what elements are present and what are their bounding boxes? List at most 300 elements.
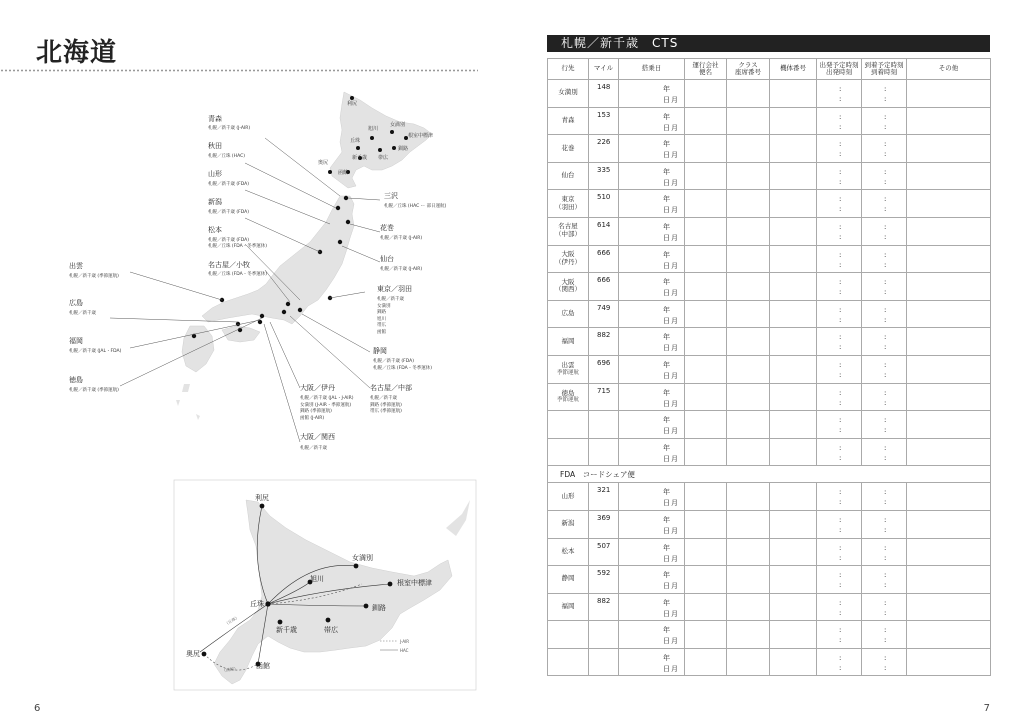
arrival-time-cell[interactable] <box>862 566 907 594</box>
departure-time-cell[interactable] <box>817 107 862 135</box>
route-detail-tokyo-haneda: 札幌／新千歳 女満別 釧路 旭川 帯広 函館 <box>377 297 404 335</box>
time-separator: : <box>884 222 887 231</box>
aircraft-number-cell[interactable] <box>770 162 817 190</box>
column-header: クラス 座席番号 <box>727 59 770 80</box>
departure-time-cell[interactable] <box>817 483 862 511</box>
boarding-date-cell[interactable] <box>619 411 685 439</box>
time-separator: : <box>839 626 842 635</box>
section-header: 札幌／新千歳 CTS <box>547 35 990 52</box>
notes-cell[interactable] <box>907 648 991 676</box>
destination-cell <box>548 566 589 594</box>
time-separator: : <box>839 571 842 580</box>
carrier-flight-cell[interactable] <box>685 162 727 190</box>
notes-cell[interactable] <box>907 273 991 301</box>
departure-time-cell[interactable] <box>817 300 862 328</box>
departure-time-cell[interactable] <box>817 510 862 538</box>
class-seat-cell[interactable] <box>727 411 770 439</box>
departure-time-cell[interactable] <box>817 80 862 108</box>
mileage-value: 226 <box>597 138 611 147</box>
time-separator: : <box>839 398 842 407</box>
time-separator: : <box>884 305 887 314</box>
class-seat-cell[interactable] <box>727 538 770 566</box>
boarding-date-cell[interactable] <box>619 162 685 190</box>
date-year-label: 年 <box>663 488 670 497</box>
date-year-label: 年 <box>663 543 670 552</box>
aircraft-number-cell[interactable] <box>770 273 817 301</box>
route-label-misawa: 三沢 <box>384 192 398 200</box>
class-seat-cell[interactable] <box>727 566 770 594</box>
carrier-flight-cell[interactable] <box>685 107 727 135</box>
notes-cell[interactable] <box>907 162 991 190</box>
class-seat-cell[interactable] <box>727 135 770 163</box>
column-header: 出発予定時刻 出発時刻 <box>817 59 862 80</box>
aircraft-number-cell[interactable] <box>770 300 817 328</box>
route-detail-osaka-kansai: 札幌／新千歳 <box>300 446 327 451</box>
map-label-obihiro: 帯広 <box>378 155 389 161</box>
time-separator: : <box>839 140 842 149</box>
route-label-izumo: 出雲 <box>69 262 83 270</box>
date-year-label: 年 <box>663 333 670 342</box>
carrier-flight-cell[interactable] <box>685 190 727 218</box>
boarding-date-cell[interactable] <box>619 328 685 356</box>
notes-cell[interactable] <box>907 510 991 538</box>
arrival-time-cell[interactable] <box>862 648 907 676</box>
boarding-date-cell[interactable] <box>619 648 685 676</box>
time-separator: : <box>884 315 887 324</box>
inset-label-obihiro: 帯広 <box>324 626 338 634</box>
notes-cell[interactable] <box>907 438 991 466</box>
aircraft-number-cell[interactable] <box>770 383 817 411</box>
boarding-date-cell[interactable] <box>619 80 685 108</box>
inset-note-hakodate: （函館） <box>221 665 239 674</box>
inset-legend-hac: HAC <box>400 648 409 653</box>
inset-note-okadama: （丘珠） <box>223 614 240 627</box>
date-month-label: 月 <box>671 233 678 242</box>
destination-cell <box>548 328 589 356</box>
class-seat-cell[interactable] <box>727 621 770 649</box>
notes-cell[interactable] <box>907 328 991 356</box>
mileage-cell <box>589 107 619 135</box>
time-separator: : <box>884 543 887 552</box>
notes-cell[interactable] <box>907 107 991 135</box>
route-detail-izumo: 札幌／新千歳 (季節運航) <box>69 274 119 279</box>
boarding-date-cell[interactable] <box>619 300 685 328</box>
time-separator: : <box>884 343 887 352</box>
mileage-value: 882 <box>597 596 611 605</box>
time-separator: : <box>839 663 842 672</box>
arrival-time-cell[interactable] <box>862 483 907 511</box>
time-separator: : <box>839 305 842 314</box>
aircraft-number-cell[interactable] <box>770 328 817 356</box>
class-seat-cell[interactable] <box>727 162 770 190</box>
route-detail-yamagata: 札幌／新千歳 (FDA) <box>208 182 249 187</box>
date-month-label: 月 <box>671 261 678 270</box>
aircraft-number-cell[interactable] <box>770 190 817 218</box>
time-separator: : <box>884 260 887 269</box>
destination-name: 花巻 <box>561 143 575 152</box>
page-number: 7 <box>983 703 990 714</box>
class-seat-cell[interactable] <box>727 300 770 328</box>
class-seat-cell[interactable] <box>727 107 770 135</box>
destination-name: 仙台 <box>561 171 575 180</box>
aircraft-number-cell[interactable] <box>770 566 817 594</box>
carrier-flight-cell[interactable] <box>685 300 727 328</box>
aircraft-number-cell[interactable] <box>770 355 817 383</box>
time-separator: : <box>884 653 887 662</box>
notes-cell[interactable] <box>907 300 991 328</box>
departure-time-cell[interactable] <box>817 273 862 301</box>
map-label-nakashibetsu: 根室中標津 <box>408 133 434 139</box>
mileage-cell <box>589 538 619 566</box>
arrival-time-cell[interactable] <box>862 621 907 649</box>
time-separator: : <box>839 333 842 342</box>
class-seat-cell[interactable] <box>727 80 770 108</box>
right-page <box>512 0 1024 726</box>
inset-label-okadama: 丘珠 <box>250 600 264 608</box>
aircraft-number-cell[interactable] <box>770 621 817 649</box>
arrival-time-cell[interactable] <box>862 162 907 190</box>
destination-name: 徳島 <box>561 388 575 397</box>
destination-name: 出雲 <box>561 361 575 370</box>
table-row <box>548 483 991 511</box>
boarding-date-cell[interactable] <box>619 190 685 218</box>
arrival-time-cell[interactable] <box>862 135 907 163</box>
class-seat-cell[interactable] <box>727 483 770 511</box>
inset-label-asahikawa: 旭川 <box>310 575 324 583</box>
destination-cell <box>548 621 589 649</box>
mileage-cell <box>589 245 619 273</box>
boarding-date-cell[interactable] <box>619 245 685 273</box>
aircraft-number-cell[interactable] <box>770 648 817 676</box>
time-separator: : <box>839 608 842 617</box>
destination-cell <box>548 190 589 218</box>
destination-name: 山形 <box>561 491 575 500</box>
table-row <box>548 355 991 383</box>
destination-name: 福岡 <box>561 602 575 611</box>
destination-cell <box>548 438 589 466</box>
class-seat-cell[interactable] <box>727 217 770 245</box>
arrival-time-cell[interactable] <box>862 383 907 411</box>
departure-time-cell[interactable] <box>817 162 862 190</box>
date-day-label: 日 <box>663 499 670 508</box>
mileage-cell <box>589 273 619 301</box>
arrival-time-cell[interactable] <box>862 355 907 383</box>
date-month-label: 月 <box>671 96 678 104</box>
date-month-label: 月 <box>671 178 678 187</box>
boarding-date-cell[interactable] <box>619 510 685 538</box>
time-separator: : <box>839 315 842 324</box>
time-separator: : <box>839 636 842 645</box>
time-separator: : <box>884 416 887 425</box>
mileage-value: 666 <box>597 276 611 285</box>
mileage-cell <box>589 300 619 328</box>
route-detail-aomori: 札幌／新千歳 (J-AIR) <box>208 126 251 131</box>
date-month-label: 月 <box>671 151 678 160</box>
carrier-flight-cell[interactable] <box>685 438 727 466</box>
boarding-date-cell[interactable] <box>619 273 685 301</box>
departure-time-cell[interactable] <box>817 621 862 649</box>
destination-name: 青森 <box>561 115 575 124</box>
class-seat-cell[interactable] <box>727 190 770 218</box>
inset-label-memanbetsu: 女満別 <box>352 554 373 562</box>
departure-time-cell[interactable] <box>817 328 862 356</box>
departure-time-cell[interactable] <box>817 538 862 566</box>
table-row <box>548 190 991 218</box>
boarding-date-cell[interactable] <box>619 438 685 466</box>
time-separator: : <box>839 453 842 462</box>
kyushu-shape <box>182 326 214 372</box>
route-label-fukuoka: 福岡 <box>69 337 83 345</box>
boarding-date-cell[interactable] <box>619 383 685 411</box>
departure-time-cell[interactable] <box>817 245 862 273</box>
class-seat-cell[interactable] <box>727 510 770 538</box>
destination-name: 新潟 <box>561 519 575 528</box>
destination-cell <box>548 510 589 538</box>
date-year-label: 年 <box>663 571 670 580</box>
route-label-nagoya-komaki: 名古屋／小牧 <box>208 261 250 269</box>
arrival-time-cell[interactable] <box>862 300 907 328</box>
date-year-label: 年 <box>663 85 670 93</box>
time-separator: : <box>839 85 842 93</box>
mileage-cell <box>589 566 619 594</box>
date-day-label: 日 <box>663 344 670 353</box>
boarding-date-cell[interactable] <box>619 621 685 649</box>
notes-cell[interactable] <box>907 593 991 621</box>
route-detail-hiroshima: 札幌／新千歳 <box>69 311 96 316</box>
map-label-kushiro: 釧路 <box>398 146 409 152</box>
arrival-time-cell[interactable] <box>862 217 907 245</box>
aircraft-number-cell[interactable] <box>770 80 817 108</box>
time-separator: : <box>839 553 842 562</box>
boarding-date-cell[interactable] <box>619 217 685 245</box>
arrival-time-cell[interactable] <box>862 510 907 538</box>
time-separator: : <box>884 426 887 435</box>
date-month-label: 月 <box>671 344 678 353</box>
route-detail-hanamaki: 札幌／新千歳 (J-AIR) <box>380 236 423 241</box>
time-separator: : <box>884 598 887 607</box>
route-detail-akita: 札幌／丘珠 (HAC) <box>208 154 245 159</box>
mileage-cell <box>589 190 619 218</box>
carrier-flight-cell[interactable] <box>685 538 727 566</box>
mileage-value: 666 <box>597 248 611 257</box>
carrier-flight-cell[interactable] <box>685 510 727 538</box>
arrival-time-cell[interactable] <box>862 80 907 108</box>
departure-time-cell[interactable] <box>817 411 862 439</box>
date-month-label: 月 <box>671 316 678 325</box>
date-day-label: 日 <box>663 96 670 104</box>
carrier-flight-cell[interactable] <box>685 648 727 676</box>
arrival-time-cell[interactable] <box>862 245 907 273</box>
class-seat-cell[interactable] <box>727 593 770 621</box>
arrival-time-cell[interactable] <box>862 538 907 566</box>
date-year-label: 年 <box>663 416 670 425</box>
notes-cell[interactable] <box>907 483 991 511</box>
destination-name: 松本 <box>561 546 575 555</box>
time-separator: : <box>884 553 887 562</box>
aircraft-number-cell[interactable] <box>770 438 817 466</box>
table-row <box>548 510 991 538</box>
date-day-label: 日 <box>663 123 670 132</box>
time-separator: : <box>884 515 887 524</box>
carrier-flight-cell[interactable] <box>685 80 727 108</box>
mileage-cell <box>589 483 619 511</box>
arrival-time-cell[interactable] <box>862 593 907 621</box>
mileage-value: 153 <box>597 110 611 119</box>
mileage-value: 696 <box>597 358 611 367</box>
time-separator: : <box>839 122 842 131</box>
boarding-date-cell[interactable] <box>619 107 685 135</box>
route-label-yamagata: 山形 <box>208 170 222 178</box>
mileage-cell <box>589 621 619 649</box>
time-separator: : <box>884 232 887 241</box>
aircraft-number-cell[interactable] <box>770 245 817 273</box>
notes-cell[interactable] <box>907 355 991 383</box>
aircraft-number-cell[interactable] <box>770 217 817 245</box>
carrier-flight-cell[interactable] <box>685 355 727 383</box>
map-label-okadama: 丘珠 <box>350 138 361 144</box>
carrier-flight-cell[interactable] <box>685 483 727 511</box>
aircraft-number-cell[interactable] <box>770 510 817 538</box>
time-separator: : <box>884 205 887 214</box>
carrier-flight-cell[interactable] <box>685 566 727 594</box>
boarding-date-cell[interactable] <box>619 538 685 566</box>
notes-cell[interactable] <box>907 190 991 218</box>
mileage-value: 148 <box>597 83 611 91</box>
carrier-flight-cell[interactable] <box>685 593 727 621</box>
date-year-label: 年 <box>663 626 670 635</box>
notes-cell[interactable] <box>907 135 991 163</box>
time-separator: : <box>884 388 887 397</box>
time-separator: : <box>839 112 842 121</box>
carrier-flight-cell[interactable] <box>685 328 727 356</box>
date-year-label: 年 <box>663 598 670 607</box>
notes-cell[interactable] <box>907 538 991 566</box>
mileage-value: 749 <box>597 303 611 312</box>
departure-time-cell[interactable] <box>817 593 862 621</box>
class-seat-cell[interactable] <box>727 328 770 356</box>
time-separator: : <box>884 122 887 131</box>
mileage-value: 882 <box>597 331 611 340</box>
aircraft-number-cell[interactable] <box>770 135 817 163</box>
class-seat-cell[interactable] <box>727 355 770 383</box>
mileage-cell <box>589 217 619 245</box>
departure-time-cell[interactable] <box>817 190 862 218</box>
destination-cell <box>548 107 589 135</box>
carrier-flight-cell[interactable] <box>685 245 727 273</box>
notes-cell[interactable] <box>907 411 991 439</box>
departure-time-cell[interactable] <box>817 217 862 245</box>
boarding-date-cell[interactable] <box>619 355 685 383</box>
arrival-time-cell[interactable] <box>862 411 907 439</box>
departure-time-cell[interactable] <box>817 648 862 676</box>
destination-cell <box>548 300 589 328</box>
departure-time-cell[interactable] <box>817 355 862 383</box>
time-separator: : <box>884 443 887 452</box>
table-row <box>548 566 991 594</box>
table-row <box>548 538 991 566</box>
time-separator: : <box>839 343 842 352</box>
destination-cell <box>548 80 589 108</box>
notes-cell[interactable] <box>907 245 991 273</box>
class-seat-cell[interactable] <box>727 383 770 411</box>
carrier-flight-cell[interactable] <box>685 411 727 439</box>
date-day-label: 日 <box>663 526 670 535</box>
date-month-label: 月 <box>671 582 678 591</box>
time-separator: : <box>884 278 887 287</box>
notes-cell[interactable] <box>907 217 991 245</box>
time-separator: : <box>884 608 887 617</box>
notes-cell[interactable] <box>907 80 991 108</box>
class-seat-cell[interactable] <box>727 648 770 676</box>
arrival-time-cell[interactable] <box>862 190 907 218</box>
time-separator: : <box>839 388 842 397</box>
date-year-label: 年 <box>663 278 670 287</box>
page-number: 6 <box>34 703 41 714</box>
aircraft-number-cell[interactable] <box>770 107 817 135</box>
notes-cell[interactable] <box>907 383 991 411</box>
date-month-label: 月 <box>671 454 678 463</box>
departure-time-cell[interactable] <box>817 438 862 466</box>
arrival-time-cell[interactable] <box>862 273 907 301</box>
aircraft-number-cell[interactable] <box>770 538 817 566</box>
boarding-date-cell[interactable] <box>619 566 685 594</box>
aircraft-number-cell[interactable] <box>770 411 817 439</box>
inset-label-shin-chitose: 新千歳 <box>276 626 297 634</box>
carrier-flight-cell[interactable] <box>685 135 727 163</box>
class-seat-cell[interactable] <box>727 438 770 466</box>
carrier-flight-cell[interactable] <box>685 383 727 411</box>
time-separator: : <box>839 525 842 534</box>
date-month-label: 月 <box>671 399 678 408</box>
table-row <box>548 438 991 466</box>
notes-cell[interactable] <box>907 566 991 594</box>
boarding-date-cell[interactable] <box>619 593 685 621</box>
time-separator: : <box>839 250 842 259</box>
route-label-osaka-kansai: 大阪／関西 <box>300 433 335 441</box>
date-month-label: 月 <box>671 609 678 618</box>
boarding-date-cell[interactable] <box>619 483 685 511</box>
arrival-time-cell[interactable] <box>862 328 907 356</box>
arrival-time-cell[interactable] <box>862 438 907 466</box>
time-separator: : <box>884 112 887 121</box>
route-label-matsumoto: 松本 <box>208 226 222 234</box>
table-row <box>548 217 991 245</box>
aircraft-number-cell[interactable] <box>770 593 817 621</box>
date-year-label: 年 <box>663 443 670 452</box>
class-seat-cell[interactable] <box>727 273 770 301</box>
carrier-flight-cell[interactable] <box>685 217 727 245</box>
time-separator: : <box>839 95 842 103</box>
carrier-flight-cell[interactable] <box>685 621 727 649</box>
route-detail-misawa: 札幌／丘珠 (HAC ー 部日運航) <box>384 204 447 209</box>
destination-name: 静岡 <box>561 574 575 583</box>
aircraft-number-cell[interactable] <box>770 483 817 511</box>
departure-time-cell[interactable] <box>817 566 862 594</box>
carrier-flight-cell[interactable] <box>685 273 727 301</box>
date-month-label: 月 <box>671 206 678 215</box>
date-day-label: 日 <box>663 399 670 408</box>
time-separator: : <box>884 581 887 590</box>
class-seat-cell[interactable] <box>727 245 770 273</box>
boarding-date-cell[interactable] <box>619 135 685 163</box>
destination-name: 大阪 （伊丹） <box>555 250 581 266</box>
mileage-cell <box>589 648 619 676</box>
arrival-time-cell[interactable] <box>862 107 907 135</box>
departure-time-cell[interactable] <box>817 135 862 163</box>
mileage-cell <box>589 411 619 439</box>
notes-cell[interactable] <box>907 621 991 649</box>
departure-time-cell[interactable] <box>817 383 862 411</box>
